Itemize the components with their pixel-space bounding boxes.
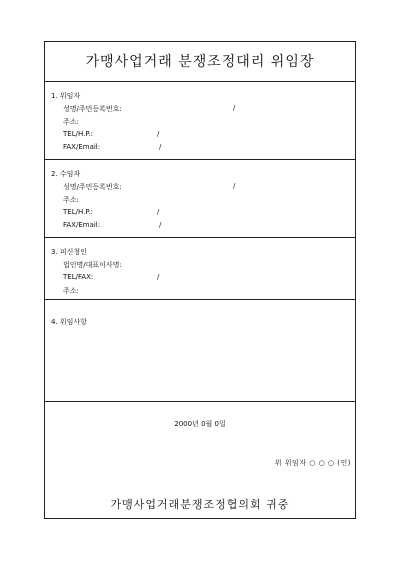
- respondent-section: [45, 238, 355, 300]
- respondent-corp-rep-field: 법인명/대표이사명:: [63, 261, 122, 269]
- date-line: 2000년 0월 0일: [174, 420, 226, 428]
- delegator-heading: 1. 위임자: [51, 92, 81, 100]
- power-of-attorney-form: [44, 41, 356, 519]
- addressee-line: 가맹사업거래분쟁조정협의회 귀중: [110, 498, 290, 511]
- respondent-heading: 3. 피신청인: [51, 248, 87, 256]
- delegatee-fax-email-separator: /: [159, 221, 162, 229]
- respondent-address-field: 주소:: [63, 287, 79, 295]
- document-title: 가맹사업거래 분쟁조정대리 위임장: [45, 42, 355, 82]
- delegator-signature-line: 위 위임자 ○ ○ ○ (인): [274, 459, 351, 467]
- delegator-fax-email-field: FAX/Email:: [63, 143, 101, 151]
- delegatee-section: [45, 160, 355, 238]
- delegator-address-field: 주소:: [63, 118, 79, 126]
- delegator-fax-email-separator: /: [159, 143, 162, 151]
- delegated-matters-section: [45, 300, 355, 402]
- delegator-tel-hp-separator: /: [157, 130, 160, 138]
- delegator-section: [45, 82, 355, 160]
- delegatee-heading: 2. 수임자: [51, 170, 81, 178]
- delegator-tel-hp-field: TEL/H.P.:: [63, 130, 94, 138]
- respondent-tel-fax-field: TEL/FAX:: [63, 273, 94, 281]
- delegator-name-rrn-separator: /: [233, 104, 236, 112]
- delegatee-name-rrn-separator: /: [233, 182, 236, 190]
- signature-area: [45, 402, 355, 520]
- delegatee-tel-hp-separator: /: [157, 208, 160, 216]
- delegator-name-rrn-field: 성명/주민등록번호:: [63, 105, 122, 113]
- delegatee-name-rrn-field: 성명/주민등록번호:: [63, 183, 122, 191]
- delegatee-fax-email-field: FAX/Email:: [63, 221, 101, 229]
- delegatee-tel-hp-field: TEL/H.P.:: [63, 208, 94, 216]
- delegatee-address-field: 주소:: [63, 196, 79, 204]
- respondent-tel-fax-separator: /: [157, 273, 160, 281]
- delegated-matters-heading: 4. 위임사항: [51, 318, 87, 326]
